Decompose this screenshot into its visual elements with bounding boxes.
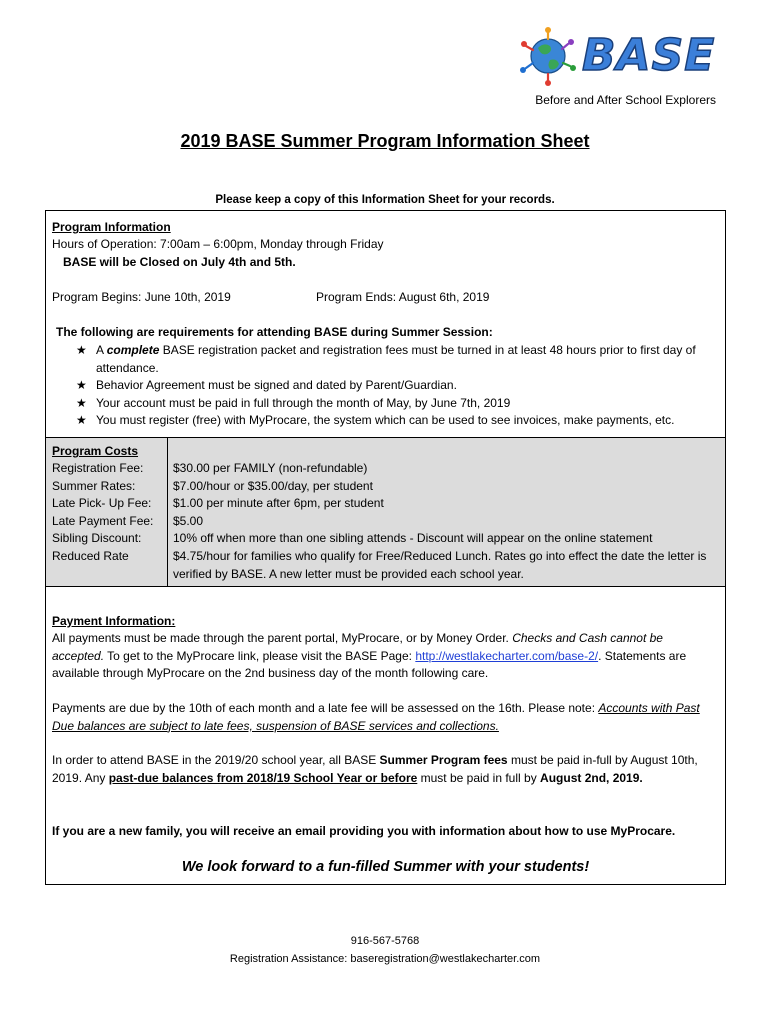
cost-label: Summer Rates: — [52, 479, 136, 493]
list-item: ★ You must register (free) with MyProcare, the system which can be used to see invoices, make payments, etc. — [76, 412, 716, 430]
closed-notice: BASE will be Closed on July 4th and 5th. — [63, 255, 296, 269]
cost-value: $30.00 per FAMILY (non-refundable) — [173, 461, 368, 475]
list-item: ★ Behavior Agreement must be signed and dated by Parent/Guardian. — [76, 377, 716, 395]
cost-label: Late Payment Fee: — [52, 514, 154, 528]
payment-info-section — [46, 587, 725, 884]
base-page-link[interactable]: http://westlakecharter.com/base-2/ — [415, 648, 599, 663]
star-bullet-icon: ★ — [76, 413, 87, 427]
star-bullet-icon: ★ — [76, 395, 87, 410]
cost-label: Reduced Rate — [52, 549, 129, 563]
keep-copy-notice: Please keep a copy of this Information Sheet for your records. — [215, 194, 555, 206]
requirements-list — [76, 342, 716, 430]
page-title: 2019 BASE Summer Program Information Sheet — [180, 131, 590, 151]
cost-value: $5.00 — [173, 514, 204, 528]
program-begins: Program Begins: June 10th, 2019 — [52, 290, 231, 304]
payment-paragraph-1: All payments must be made through the parent portal, MyProcare, or by Money Order. Checks and Cash cannot be accepted. To get to the MyProcare link, please visit the BASE Page: http://westlakecharter.com/base-2/. Statements are available through MyProcare on the 2nd business day of the month following care. — [52, 631, 687, 680]
cost-value: $1.00 per minute after 6pm, per student — [173, 496, 384, 510]
info-box — [45, 210, 726, 885]
costs-column-divider — [167, 438, 168, 586]
cost-value: 10% off when more than one sibling attends - Discount will appear on the online statement — [173, 531, 653, 545]
tagline: Before and After School Explorers — [535, 93, 716, 107]
program-costs-section — [46, 438, 725, 587]
cost-value: $4.75/hour for families who qualify for Free/Reduced Lunch. Rates go into effect the date the letter is verified by BASE. A new letter must be provided each school year. — [173, 549, 707, 581]
cost-label: Sibling Discount: — [52, 531, 142, 545]
payment-paragraph-3: In order to attend BASE in the 2019/20 school year, all BASE Summer Program fees must be paid in-full by August 10th, 2019. Any past-due balances from 2018/19 School Year or before must be paid in full by August 2nd, 2019. — [52, 753, 698, 785]
cost-value: $7.00/hour or $35.00/day, per student — [173, 479, 373, 493]
requirements-heading: The following are requirements for attending BASE during Summer Session: — [56, 325, 493, 339]
hours-of-operation: Hours of Operation: 7:00am – 6:00pm, Monday through Friday — [52, 237, 384, 251]
payment-info-heading: Payment Information: — [52, 614, 176, 628]
program-info-heading: Program Information — [52, 220, 171, 234]
new-family-notice: If you are a new family, you will receive an email providing you with information about how to use MyProcare. — [52, 824, 676, 838]
list-item: ★ A complete BASE registration packet and registration fees must be turned in at least 48 hours prior to first day of attendance. — [76, 343, 696, 375]
footer-phone: 916-567-5768 — [350, 935, 420, 947]
payment-paragraph-2: Payments are due by the 10th of each month and a late fee will be assessed on the 16th. Please note: Accounts with Past Due balances are subject to late fees, suspension of BASE services and collections. — [52, 701, 700, 733]
star-bullet-icon: ★ — [76, 343, 87, 357]
closing-message: We look forward to a fun-filled Summer with your students! — [181, 859, 590, 875]
cost-label: Late Pick- Up Fee: — [52, 496, 152, 510]
program-info-section — [46, 211, 725, 438]
program-costs-heading: Program Costs — [52, 444, 139, 458]
list-item: ★ Your account must be paid in full through the month of May, by June 7th, 2019 — [76, 395, 716, 413]
cost-label: Registration Fee: — [52, 461, 144, 475]
base-logo — [512, 22, 716, 90]
logo-wordmark: BASE — [582, 30, 716, 81]
program-ends: Program Ends: August 6th, 2019 — [316, 290, 490, 304]
footer-registration-assistance: Registration Assistance: baseregistration@westlakecharter.com — [229, 953, 541, 965]
star-bullet-icon: ★ — [76, 378, 87, 392]
